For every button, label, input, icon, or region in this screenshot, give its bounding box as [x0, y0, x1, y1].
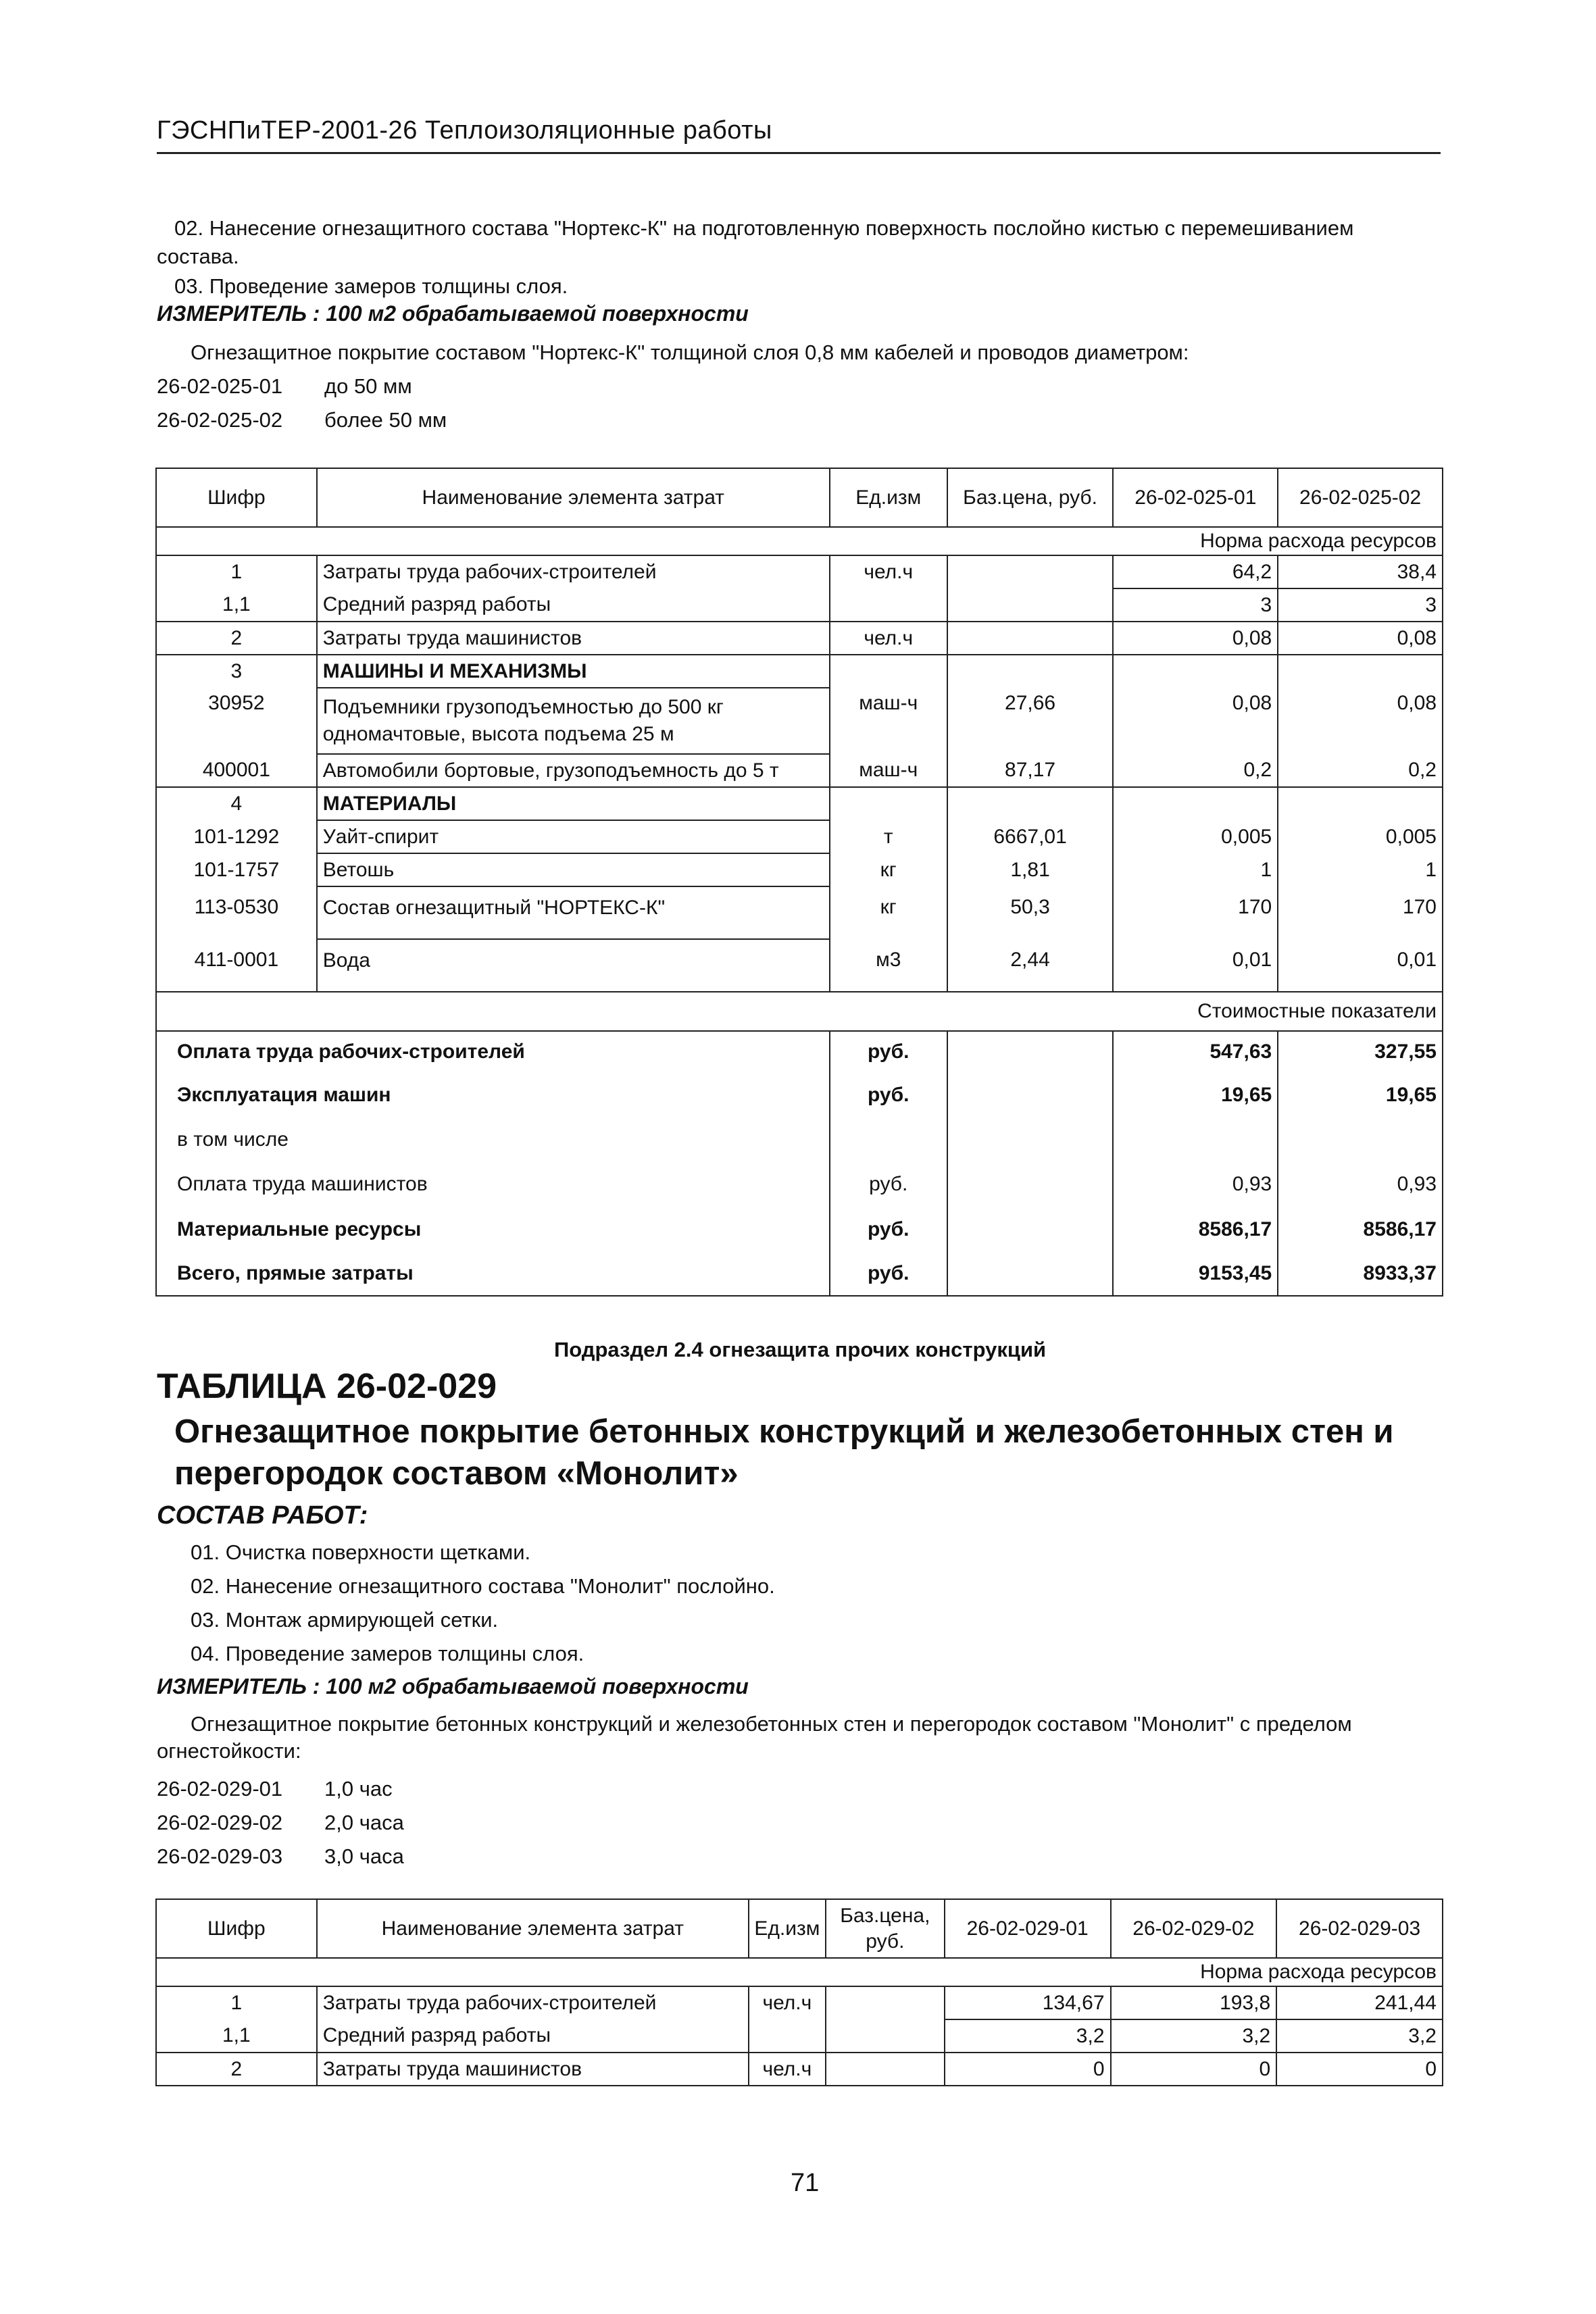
work-composition-label: СОСТАВ РАБОТ: — [157, 1501, 368, 1530]
cell-code: 101-1292 — [156, 820, 317, 853]
cost-empty — [947, 1118, 1114, 1161]
cost-v1: 19,65 — [1113, 1072, 1278, 1118]
cost-v2: 8933,37 — [1278, 1252, 1443, 1296]
cost-v2: 19,65 — [1278, 1072, 1443, 1118]
cell-name: Затраты труда рабочих-строителей — [317, 555, 830, 588]
cost-row — [156, 1072, 1443, 1118]
cost-unit: руб. — [830, 1161, 947, 1207]
measure-line — [157, 1674, 749, 1699]
cell-price — [947, 655, 1114, 688]
cell-unit: м3 — [830, 939, 947, 992]
th-price: Баз.цена, руб. — [947, 468, 1114, 527]
th-unit: Ед.изм — [830, 468, 947, 527]
cell-price: 87,17 — [947, 754, 1114, 787]
cell-unit — [749, 2019, 826, 2053]
norm-caption-row — [156, 1958, 1443, 1986]
cell-unit: маш-ч — [830, 754, 947, 787]
cell-v2: 1 — [1278, 853, 1443, 886]
cost-name: Материальные ресурсы — [156, 1207, 830, 1252]
page-header: ГЭСНПиТЕР-2001-26 Теплоизоляционные работы — [157, 116, 772, 145]
cell-price — [826, 1986, 945, 2019]
variant-text-2: более 50 мм — [324, 408, 447, 432]
cell-price — [826, 2053, 945, 2086]
th-name: Наименование элемента затрат — [317, 1899, 749, 1958]
cell-name: Затраты труда машинистов — [317, 622, 830, 655]
table-row — [156, 2053, 1443, 2086]
cell-code: 101-1757 — [156, 853, 317, 886]
cost-name: Всего, прямые затраты — [156, 1252, 830, 1296]
variant-text-1: до 50 мм — [324, 374, 412, 398]
cell-unit — [830, 655, 947, 688]
cell-unit: т — [830, 820, 947, 853]
table-section-row — [156, 787, 1443, 820]
cell-v2: 0 — [1111, 2053, 1277, 2086]
measure-value: 100 м2 обрабатываемой поверхности — [326, 301, 749, 326]
cost-caption-row — [156, 992, 1443, 1031]
work-line-02: 02. Нанесение огнезащитного состава "Нортекс-К" на подготовленную поверхность послойно кистью с перемешиванием — [174, 216, 1354, 240]
cell-unit: чел.ч — [830, 555, 947, 588]
table-header-row — [156, 1899, 1443, 1958]
cost-unit: руб. — [830, 1207, 947, 1252]
cost-empty — [947, 1161, 1114, 1207]
cell-v1: 0,08 — [1113, 622, 1278, 655]
th-price — [826, 1899, 945, 1958]
cell-code: 1 — [156, 1986, 317, 2019]
work-line-02: 02. Нанесение огнезащитного состава "Монолит" послойно. — [191, 1574, 775, 1598]
cost-v1: 0,93 — [1113, 1161, 1278, 1207]
cost-empty — [947, 1207, 1114, 1252]
cell-name: Состав огнезащитный "НОРТЕКС-К" — [317, 886, 830, 939]
th-col1: 26-02-025-01 — [1113, 468, 1278, 527]
description: Огнезащитное покрытие составом "Нортекс-К" толщиной слоя 0,8 мм кабелей и проводов диаметром: — [191, 341, 1189, 364]
table-row — [156, 688, 1443, 754]
cell-name-line2: одномачтовые, высота подъема 25 м — [322, 723, 674, 745]
table-row — [156, 622, 1443, 655]
cell-v2: 0,08 — [1278, 688, 1443, 754]
description-line2: огнестойкости: — [157, 1739, 301, 1763]
cell-name-line1: Подъемники грузоподъемностью до 500 кг — [322, 696, 724, 718]
cell-v2: 3 — [1278, 588, 1443, 622]
table-row — [156, 588, 1443, 622]
measure-line — [157, 301, 749, 326]
cell-v1: 3,2 — [945, 2019, 1111, 2053]
cost-v2: 8586,17 — [1278, 1207, 1443, 1252]
cost-empty — [947, 1252, 1114, 1296]
cell-v1: 64,2 — [1113, 555, 1278, 588]
cell-v2 — [1278, 787, 1443, 820]
cell-unit: чел.ч — [749, 1986, 826, 2019]
cell-price — [947, 622, 1114, 655]
th-col3: 26-02-029-03 — [1276, 1899, 1443, 1958]
cell-price: 27,66 — [947, 688, 1114, 754]
variant-code-3: 26-02-029-03 — [157, 1844, 283, 1868]
header-rule — [157, 152, 1441, 154]
cost-caption: Стоимостные показатели — [156, 992, 1443, 1031]
cost-empty — [947, 1031, 1114, 1072]
cell-v2: 170 — [1278, 886, 1443, 939]
cell-v2: 193,8 — [1111, 1986, 1277, 2019]
cell-v1: 3 — [1113, 588, 1278, 622]
cell-name: Затраты труда машинистов — [317, 2053, 749, 2086]
table-row — [156, 1986, 1443, 2019]
cell-v2 — [1278, 655, 1443, 688]
cell-unit: маш-ч — [830, 688, 947, 754]
cell-code: 1 — [156, 555, 317, 588]
cell-unit: чел.ч — [749, 2053, 826, 2086]
description-line1: Огнезащитное покрытие бетонных конструкций и железобетонных стен и перегородок составом "Монолит" с пределом — [191, 1712, 1352, 1736]
cost-unit — [830, 1118, 947, 1161]
cost-v2 — [1278, 1118, 1443, 1161]
cell-v1: 0,01 — [1113, 939, 1278, 992]
cell-code: 2 — [156, 2053, 317, 2086]
th-price-line2: руб. — [866, 1930, 905, 1953]
cost-row — [156, 1252, 1443, 1296]
resource-table-2 — [155, 1898, 1443, 2086]
cost-v2: 327,55 — [1278, 1031, 1443, 1072]
cell-v2: 38,4 — [1278, 555, 1443, 588]
variant-text-2: 2,0 часа — [324, 1811, 404, 1834]
page-number: 71 — [791, 2169, 820, 2197]
cost-row — [156, 1161, 1443, 1207]
cell-unit: кг — [830, 886, 947, 939]
measure-label: ИЗМЕРИТЕЛЬ : — [157, 1674, 320, 1699]
table-row — [156, 754, 1443, 787]
th-name: Наименование элемента затрат — [317, 468, 830, 527]
cell-code: 113-0530 — [156, 886, 317, 939]
table-row — [156, 886, 1443, 939]
cell-v1 — [1113, 787, 1278, 820]
cell-unit — [830, 787, 947, 820]
section-materials: МАТЕРИАЛЫ — [317, 787, 830, 820]
work-line-04: 04. Проведение замеров толщины слоя. — [191, 1642, 584, 1665]
cell-v1: 170 — [1113, 886, 1278, 939]
variant-code-1: 26-02-029-01 — [157, 1777, 283, 1801]
table-section-row — [156, 655, 1443, 688]
cost-unit: руб. — [830, 1252, 947, 1296]
cell-name: Ветошь — [317, 853, 830, 886]
table-title: ТАБЛИЦА 26-02-029 — [157, 1367, 497, 1406]
cost-name: Оплата труда рабочих-строителей — [156, 1031, 830, 1072]
cell-code: 1,1 — [156, 588, 317, 622]
cell-name: Затраты труда рабочих-строителей — [317, 1986, 749, 2019]
cell-code: 2 — [156, 622, 317, 655]
cell-v1: 0,08 — [1113, 688, 1278, 754]
cell-v1: 1 — [1113, 853, 1278, 886]
cell-code: 411-0001 — [156, 939, 317, 992]
table-row — [156, 853, 1443, 886]
cell-price — [947, 555, 1114, 588]
cost-v1 — [1113, 1118, 1278, 1161]
cell-unit — [830, 588, 947, 622]
cell-code: 3 — [156, 655, 317, 688]
cell-unit: кг — [830, 853, 947, 886]
cell-v2: 0,01 — [1278, 939, 1443, 992]
measure-value: 100 м2 обрабатываемой поверхности — [326, 1674, 749, 1699]
th-code: Шифр — [156, 468, 317, 527]
cell-v1: 0 — [945, 2053, 1111, 2086]
cell-code: 30952 — [156, 688, 317, 754]
cell-v2: 0,2 — [1278, 754, 1443, 787]
cell-price: 6667,01 — [947, 820, 1114, 853]
cost-row — [156, 1207, 1443, 1252]
th-code: Шифр — [156, 1899, 317, 1958]
measure-label: ИЗМЕРИТЕЛЬ : — [157, 301, 320, 326]
table-row — [156, 939, 1443, 992]
cost-v1: 8586,17 — [1113, 1207, 1278, 1252]
cell-v1: 0,2 — [1113, 754, 1278, 787]
table-row — [156, 820, 1443, 853]
cell-v2: 3,2 — [1111, 2019, 1277, 2053]
cell-code: 400001 — [156, 754, 317, 787]
variant-code-2: 26-02-025-02 — [157, 408, 283, 432]
th-unit: Ед.изм — [749, 1899, 826, 1958]
main-title: Огнезащитное покрытие бетонных конструкций и железобетонных стен и перегородок составом «Монолит» — [174, 1413, 1394, 1492]
subsection-title: Подраздел 2.4 огнезащита прочих конструкций — [554, 1338, 1047, 1361]
variant-text-1: 1,0 час — [324, 1777, 393, 1801]
norm-caption-row — [156, 527, 1443, 555]
cost-unit: руб. — [830, 1031, 947, 1072]
cell-unit: чел.ч — [830, 622, 947, 655]
norm-caption: Норма расхода ресурсов — [156, 1958, 1443, 1986]
table-row — [156, 555, 1443, 588]
cell-v1: 134,67 — [945, 1986, 1111, 2019]
th-price-line1: Баз.цена, — [840, 1904, 930, 1927]
cost-name: Оплата труда машинистов — [156, 1161, 830, 1207]
resource-table-1 — [155, 468, 1443, 1297]
table-row — [156, 2019, 1443, 2053]
cost-row — [156, 1118, 1443, 1161]
work-line-01: 01. Очистка поверхности щетками. — [191, 1540, 531, 1564]
table-header-row — [156, 468, 1443, 527]
cell-v2: 0,005 — [1278, 820, 1443, 853]
cell-price: 50,3 — [947, 886, 1114, 939]
cell-name: Автомобили бортовые, грузоподъемность до 5 т — [317, 754, 830, 787]
variant-code-1: 26-02-025-01 — [157, 374, 283, 398]
cell-v3: 241,44 — [1276, 1986, 1443, 2019]
cell-name — [317, 688, 830, 754]
cell-price: 2,44 — [947, 939, 1114, 992]
cost-empty — [947, 1072, 1114, 1118]
cost-v1: 547,63 — [1113, 1031, 1278, 1072]
cost-name: Эксплуатация машин — [156, 1072, 830, 1118]
cost-v2: 0,93 — [1278, 1161, 1443, 1207]
work-line-03: 03. Монтаж армирующей сетки. — [191, 1608, 499, 1632]
cell-price — [826, 2019, 945, 2053]
cost-row — [156, 1031, 1443, 1072]
th-col1: 26-02-029-01 — [945, 1899, 1111, 1958]
th-col2: 26-02-029-02 — [1111, 1899, 1277, 1958]
norm-caption: Норма расхода ресурсов — [156, 527, 1443, 555]
cell-v2: 0,08 — [1278, 622, 1443, 655]
cell-name: Средний разряд работы — [317, 2019, 749, 2053]
cell-price — [947, 588, 1114, 622]
cell-name: Средний разряд работы — [317, 588, 830, 622]
cost-unit: руб. — [830, 1072, 947, 1118]
cost-v1: 9153,45 — [1113, 1252, 1278, 1296]
work-line-02-cont: состава. — [157, 245, 239, 268]
section-machines: МАШИНЫ И МЕХАНИЗМЫ — [317, 655, 830, 688]
th-col2: 26-02-025-02 — [1278, 468, 1443, 527]
cost-name: в том числе — [156, 1118, 830, 1161]
cell-code: 4 — [156, 787, 317, 820]
cell-v3: 0 — [1276, 2053, 1443, 2086]
cell-price: 1,81 — [947, 853, 1114, 886]
cell-v1 — [1113, 655, 1278, 688]
cell-price — [947, 787, 1114, 820]
variant-text-3: 3,0 часа — [324, 1844, 404, 1868]
cell-v3: 3,2 — [1276, 2019, 1443, 2053]
work-line-03: 03. Проведение замеров толщины слоя. — [174, 274, 568, 298]
variant-code-2: 26-02-029-02 — [157, 1811, 283, 1834]
cell-v1: 0,005 — [1113, 820, 1278, 853]
cell-name: Уайт-спирит — [317, 820, 830, 853]
cell-code: 1,1 — [156, 2019, 317, 2053]
cell-name: Вода — [317, 939, 830, 992]
